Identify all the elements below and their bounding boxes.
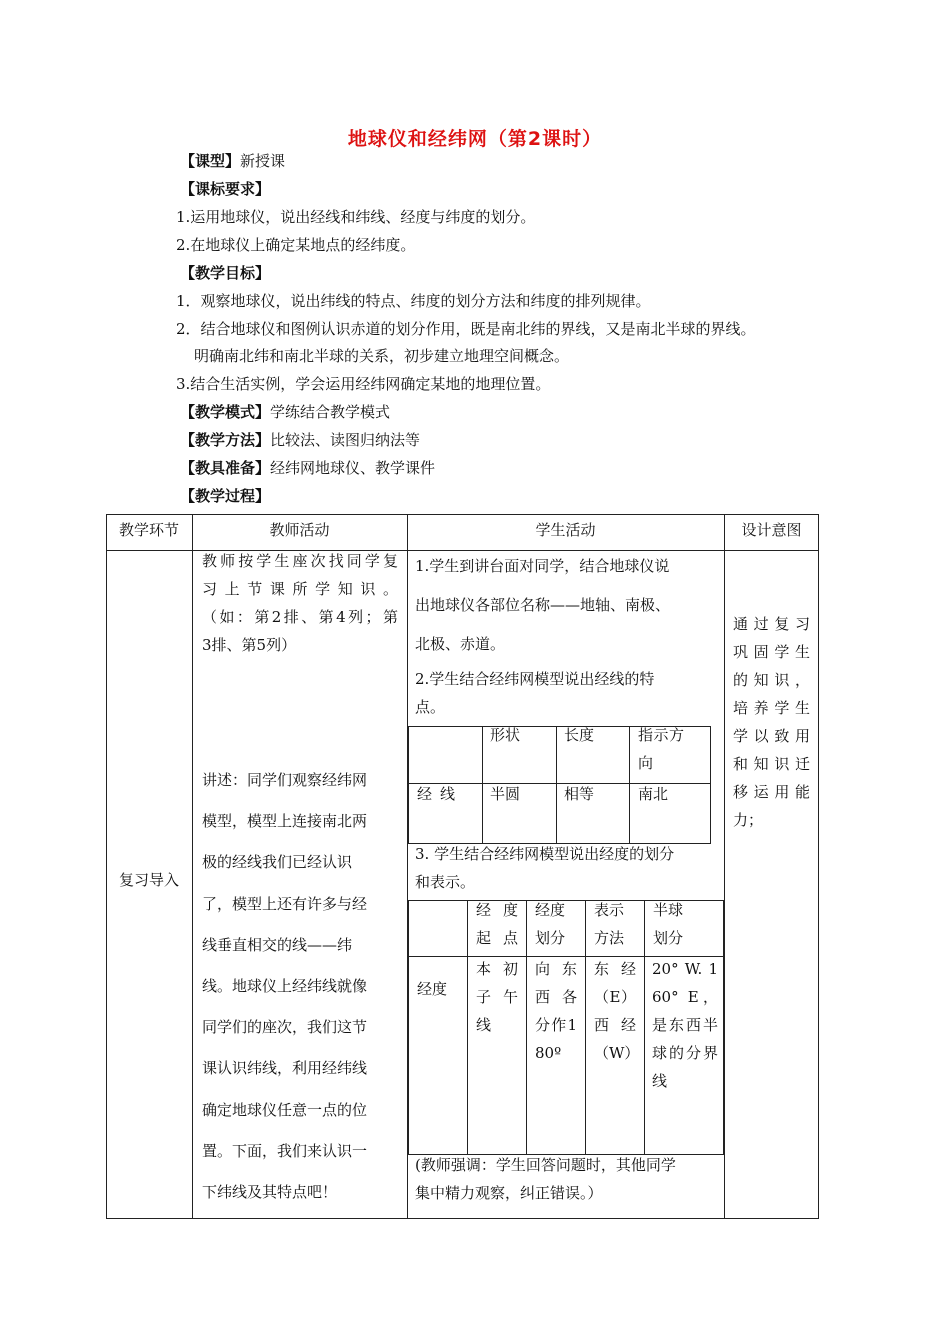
longitude-cell: 东经（E）西经（W）	[594, 960, 640, 1062]
tools-label: 【教具准备】	[180, 459, 271, 477]
stage-cell: 复习导入	[118, 871, 179, 889]
student-line: 北极、赤道。	[415, 635, 506, 653]
header-teacher: 教师活动	[269, 521, 330, 539]
course-type-value: 新授课	[240, 152, 286, 170]
meridian-header: 指示方向	[638, 726, 684, 772]
longitude-cell: 本初子午线	[476, 960, 518, 1034]
goal-item: 明确南北纬和南北半球的关系，初步建立地理空间概念。	[194, 347, 570, 365]
student-line: 3. 学生结合经纬网模型说出经度的划分	[415, 845, 675, 863]
intent-line: 力；	[733, 811, 764, 829]
longitude-cell: 向东西各分作180º	[535, 960, 577, 1062]
student-line: 1.学生到讲台面对同学，结合地球仪说	[415, 557, 670, 575]
student-line: 和表示。	[415, 873, 476, 891]
tools-value: 经纬网地球仪、教学课件	[270, 459, 436, 477]
course-type-label: 【课型】	[180, 152, 241, 170]
longitude-table-rule	[585, 900, 586, 1155]
process-heading	[180, 486, 270, 506]
intent-line: 和知识迁	[733, 755, 810, 773]
student-line: 出地球仪各部位名称——地轴、南极、	[415, 596, 671, 614]
meridian-cell: 半圆	[490, 785, 521, 803]
standard-label: 【课标要求】	[180, 180, 271, 198]
goals-heading	[180, 263, 270, 283]
method-label: 【教学方法】	[180, 431, 271, 449]
longitude-table-rule	[467, 900, 468, 1155]
course-type-line	[180, 151, 285, 171]
longitude-table-rule	[526, 900, 527, 1155]
meridian-row-label: 经线	[417, 785, 464, 803]
teacher-line: 同学们的座次，我们这节	[202, 1018, 368, 1036]
longitude-header: 经度划分	[535, 901, 566, 947]
page-title: 地球仪和经纬网（第2课时）	[347, 128, 603, 150]
teacher-line: 线。地球仪上经纬线就像	[202, 977, 368, 995]
longitude-header: 经度起点	[476, 901, 518, 947]
mode-line	[180, 402, 390, 422]
longitude-table-rule	[644, 900, 645, 1155]
goal-item: 2．结合地球仪和图例认识赤道的划分作用，既是南北纬的界线，又是南北半球的界线。	[176, 320, 756, 338]
intent-line: 学以致用	[733, 727, 810, 745]
method-line	[180, 430, 420, 450]
student-line: 点。	[415, 698, 446, 716]
teacher-line: （如：第2排、第4列；第	[202, 608, 398, 626]
meridian-table-rule	[556, 726, 557, 844]
teacher-line: 教师按学生座次找同学复	[202, 552, 398, 570]
standard-heading	[180, 179, 270, 199]
table-col-rule	[192, 514, 193, 1219]
teacher-line: 3排、第5列）	[202, 636, 297, 654]
meridian-cell: 南北	[638, 785, 669, 803]
teacher-line: 确定地球仪任意一点的位	[202, 1101, 368, 1119]
mode-label: 【教学模式】	[180, 403, 271, 421]
teacher-line: 线垂直相交的线——纬	[202, 936, 353, 954]
intent-line: 移运用能	[733, 783, 810, 801]
teacher-line: 讲述：同学们观察经纬网	[202, 771, 368, 789]
method-value: 比较法、读图归纳法等	[270, 431, 421, 449]
teacher-line: 置。下面，我们来认识一	[202, 1142, 368, 1160]
meridian-table-rule	[629, 726, 630, 844]
meridian-table-rule	[482, 726, 483, 844]
mode-value: 学练结合教学模式	[270, 403, 391, 421]
tools-line	[180, 458, 435, 478]
intent-line: 巩固学生	[733, 643, 810, 661]
teacher-line: 模型，模型上连接南北两	[202, 812, 368, 830]
longitude-cell: 20° W. 160° E，是东西半球的分界线	[652, 960, 718, 1090]
longitude-header: 表示方法	[594, 901, 625, 947]
header-student: 学生活动	[535, 521, 596, 539]
teacher-line: 习上节课所学知识。	[202, 580, 398, 598]
goal-item: 3.结合生活实例，学会运用经纬网确定某地的地理位置。	[176, 375, 551, 393]
header-intent: 设计意图	[741, 521, 802, 539]
meridian-header: 长度	[564, 726, 595, 744]
teacher-line: 下纬线及其特点吧！	[202, 1183, 338, 1201]
table-col-rule	[724, 514, 725, 1219]
student-line: 集中精力观察，纠正错误。）	[415, 1184, 603, 1202]
process-label: 【教学过程】	[180, 487, 271, 505]
teacher-line: 课认识纬线，利用经纬线	[202, 1059, 368, 1077]
standard-item: 2.在地球仪上确定某地点的经纬度。	[176, 236, 416, 254]
student-line: (教师强调：学生回答问题时，其他同学	[415, 1156, 676, 1174]
meridian-cell: 相等	[564, 785, 595, 803]
goals-label: 【教学目标】	[180, 264, 271, 282]
teacher-line: 了，模型上还有许多与经	[202, 895, 368, 913]
longitude-header: 半球划分	[653, 901, 684, 947]
intent-line: 培养学生	[733, 699, 810, 717]
standard-item: 1.运用地球仪，说出经线和纬线、经度与纬度的划分。	[176, 208, 536, 226]
student-line: 2.学生结合经纬网模型说出经线的特	[415, 670, 655, 688]
intent-line: 的知识，	[733, 671, 810, 689]
longitude-row-label: 经度	[417, 980, 448, 998]
goal-item: 1．观察地球仪，说出纬线的特点、纬度的划分方法和纬度的排列规律。	[176, 292, 651, 310]
teacher-line: 极的经线我们已经认识	[202, 853, 353, 871]
meridian-header: 形状	[490, 726, 521, 744]
header-stage: 教学环节	[118, 521, 179, 539]
intent-line: 通过复习	[733, 615, 810, 633]
